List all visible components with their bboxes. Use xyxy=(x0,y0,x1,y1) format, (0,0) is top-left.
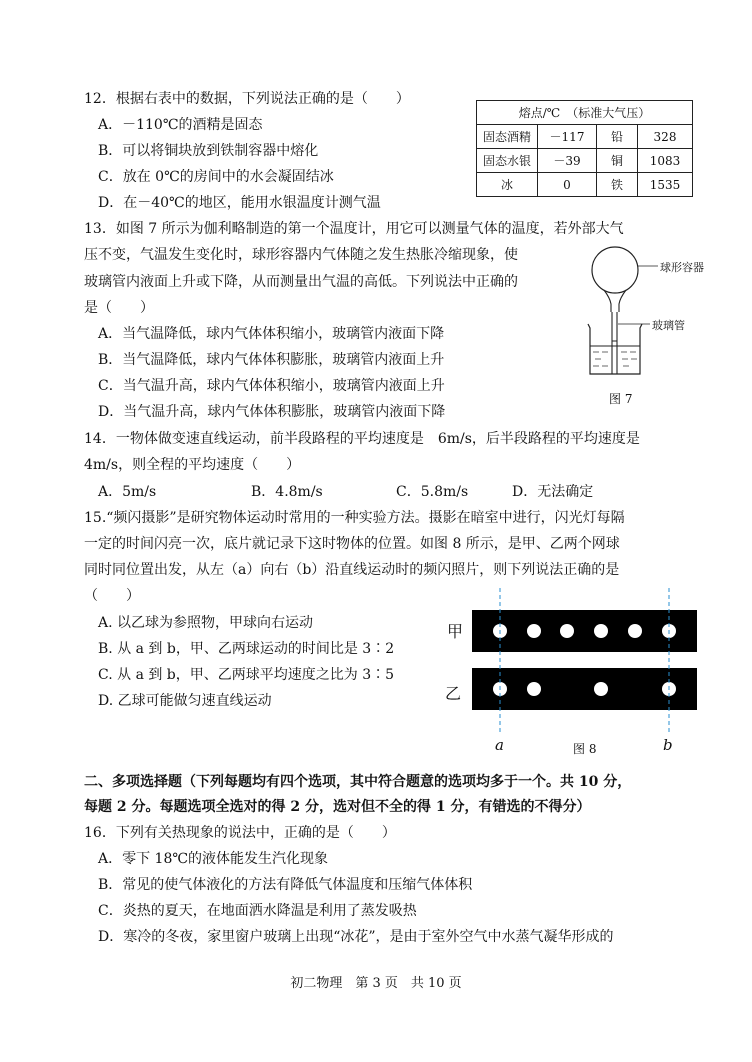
table-header: 熔点/℃ （标准大气压） xyxy=(477,101,693,125)
table-cell: 1535 xyxy=(638,173,693,197)
q14-stem-line: 14．一物体做变速直线运动，前半段路程的平均速度是 6m/s，后半段路程的平均速度是 xyxy=(84,431,640,447)
q14-option-b: B．4.8m/s xyxy=(251,484,323,500)
ball xyxy=(594,682,608,696)
ball xyxy=(628,624,642,638)
table-cell: 铜 xyxy=(597,149,638,173)
q16-stem: 16．下列有关热现象的说法中，正确的是（ ） xyxy=(84,825,396,841)
table-cell: 铁 xyxy=(597,173,638,197)
section2-title-line: 每题 2 分。每题选项全选对的得 2 分，选对但不全的得 1 分，有错选的不得分） xyxy=(84,799,591,815)
table-row xyxy=(477,149,693,173)
table-cell: 0 xyxy=(538,173,597,197)
section2-title-line: 二、多项选择题（下列每题均有四个选项，其中符合题意的选项均多于一个。共 10 分， xyxy=(84,774,632,790)
melting-point-table xyxy=(476,100,693,197)
strobe-photo-figure xyxy=(470,586,700,746)
q12-option-a: A．－110℃的酒精是固态 xyxy=(98,117,263,133)
table-cell: 1083 xyxy=(638,149,693,173)
table-cell: 冰 xyxy=(477,173,538,197)
q16-option-a: A．零下 18℃的液体能发生汽化现象 xyxy=(98,851,329,867)
table-cell: 铅 xyxy=(597,125,638,149)
bulb-label: 球形容器 xyxy=(660,261,704,274)
q16-option-c: C．炎热的夏天，在地面洒水降温是利用了蒸发吸热 xyxy=(98,903,417,919)
label-a: a xyxy=(495,736,504,754)
q13-stem-line: 13．如图 7 所示为伽利略制造的第一个温度计，用它可以测量气体的温度，若外部大气 xyxy=(84,221,624,237)
q12-option-b: B．可以将铜块放到铁制容器中熔化 xyxy=(98,143,319,159)
table-cell: 固态水银 xyxy=(477,149,538,173)
q14-option-d: D．无法确定 xyxy=(512,484,594,500)
page-footer: 初二物理 第 3 页 共 10 页 xyxy=(290,976,462,991)
q14-option-a: A．5m/s xyxy=(98,484,157,500)
q15-stem-line: （ ） xyxy=(84,588,140,604)
table-cell: －39 xyxy=(538,149,597,173)
q12-stem: 12．根据右表中的数据，下列说法正确的是（ ） xyxy=(84,91,410,107)
ball xyxy=(527,624,541,638)
q14-option-c: C．5.8m/s xyxy=(396,484,469,500)
table-row xyxy=(477,125,693,149)
q13-option-a: A．当气温降低，球内气体体积缩小，玻璃管内液面下降 xyxy=(98,326,445,342)
q12-option-d: D．在－40℃的地区，能用水银温度计测气温 xyxy=(98,195,381,211)
q16-option-d: D．寒冷的冬夜，家里窗户玻璃上出现“冰花”，是由于室外空气中水蒸气凝华形成的 xyxy=(98,929,614,945)
q13-option-d: D．当气温升高，球内气体体积膨胀，玻璃管内液面下降 xyxy=(98,404,446,420)
q13-stem-line: 玻璃管内液面上升或下降，从而测量出气温的高低。下列说法中正确的 xyxy=(84,274,518,290)
q13-option-b: B．当气温降低，球内气体体积膨胀，玻璃管内液面上升 xyxy=(98,352,445,368)
ball xyxy=(594,624,608,638)
q15-option-c: C. 从 a 到 b，甲、乙两球平均速度之比为 3∶5 xyxy=(98,667,395,683)
table-cell: 328 xyxy=(638,125,693,149)
q14-stem-line: 4m/s，则全程的平均速度（ ） xyxy=(84,457,301,473)
label-b: b xyxy=(663,736,673,754)
q15-option-d: D. 乙球可能做匀速直线运动 xyxy=(98,693,272,709)
q15-option-b: B. 从 a 到 b，甲、乙两球运动的时间比是 3∶2 xyxy=(98,641,395,657)
q15-option-a: A. 以乙球为参照物，甲球向右运动 xyxy=(98,615,314,631)
table-row xyxy=(477,173,693,197)
tube-label: 玻璃管 xyxy=(652,319,685,332)
yi-label: 乙 xyxy=(445,684,462,703)
figure-8-caption: 图 8 xyxy=(573,742,597,756)
q15-stem-line: 15.“频闪摄影”是研究物体运动时常用的一种实验方法。摄影在暗室中进行，闪光灯每隔 xyxy=(84,510,625,526)
q15-stem-line: 一定的时间闪亮一次，底片就记录下这时物体的位置。如图 8 所示，是甲、乙两个网球 xyxy=(84,536,620,552)
table-cell: －117 xyxy=(538,125,597,149)
table-cell: 固态酒精 xyxy=(477,125,538,149)
q13-stem-line: 是（ ） xyxy=(84,300,154,316)
ball xyxy=(560,624,574,638)
q12-option-c: C．放在 0℃的房间中的水会凝固结冰 xyxy=(98,169,334,185)
ball xyxy=(527,682,541,696)
jia-label: 甲 xyxy=(447,622,464,641)
q13-option-c: C．当气温升高，球内气体体积缩小，玻璃管内液面上升 xyxy=(98,378,445,394)
q13-stem-line: 压不变，气温发生变化时，球形容器内气体随之发生热胀冷缩现象，使 xyxy=(84,247,518,263)
figure-7-caption: 图 7 xyxy=(609,392,633,406)
q16-option-b: B．常见的使气体液化的方法有降低气体温度和压缩气体体积 xyxy=(98,877,473,893)
q15-stem-line: 同时同位置出发，从左（a）向右（b）沿直线运动时的频闪照片，则下列说法正确的是 xyxy=(84,562,620,578)
